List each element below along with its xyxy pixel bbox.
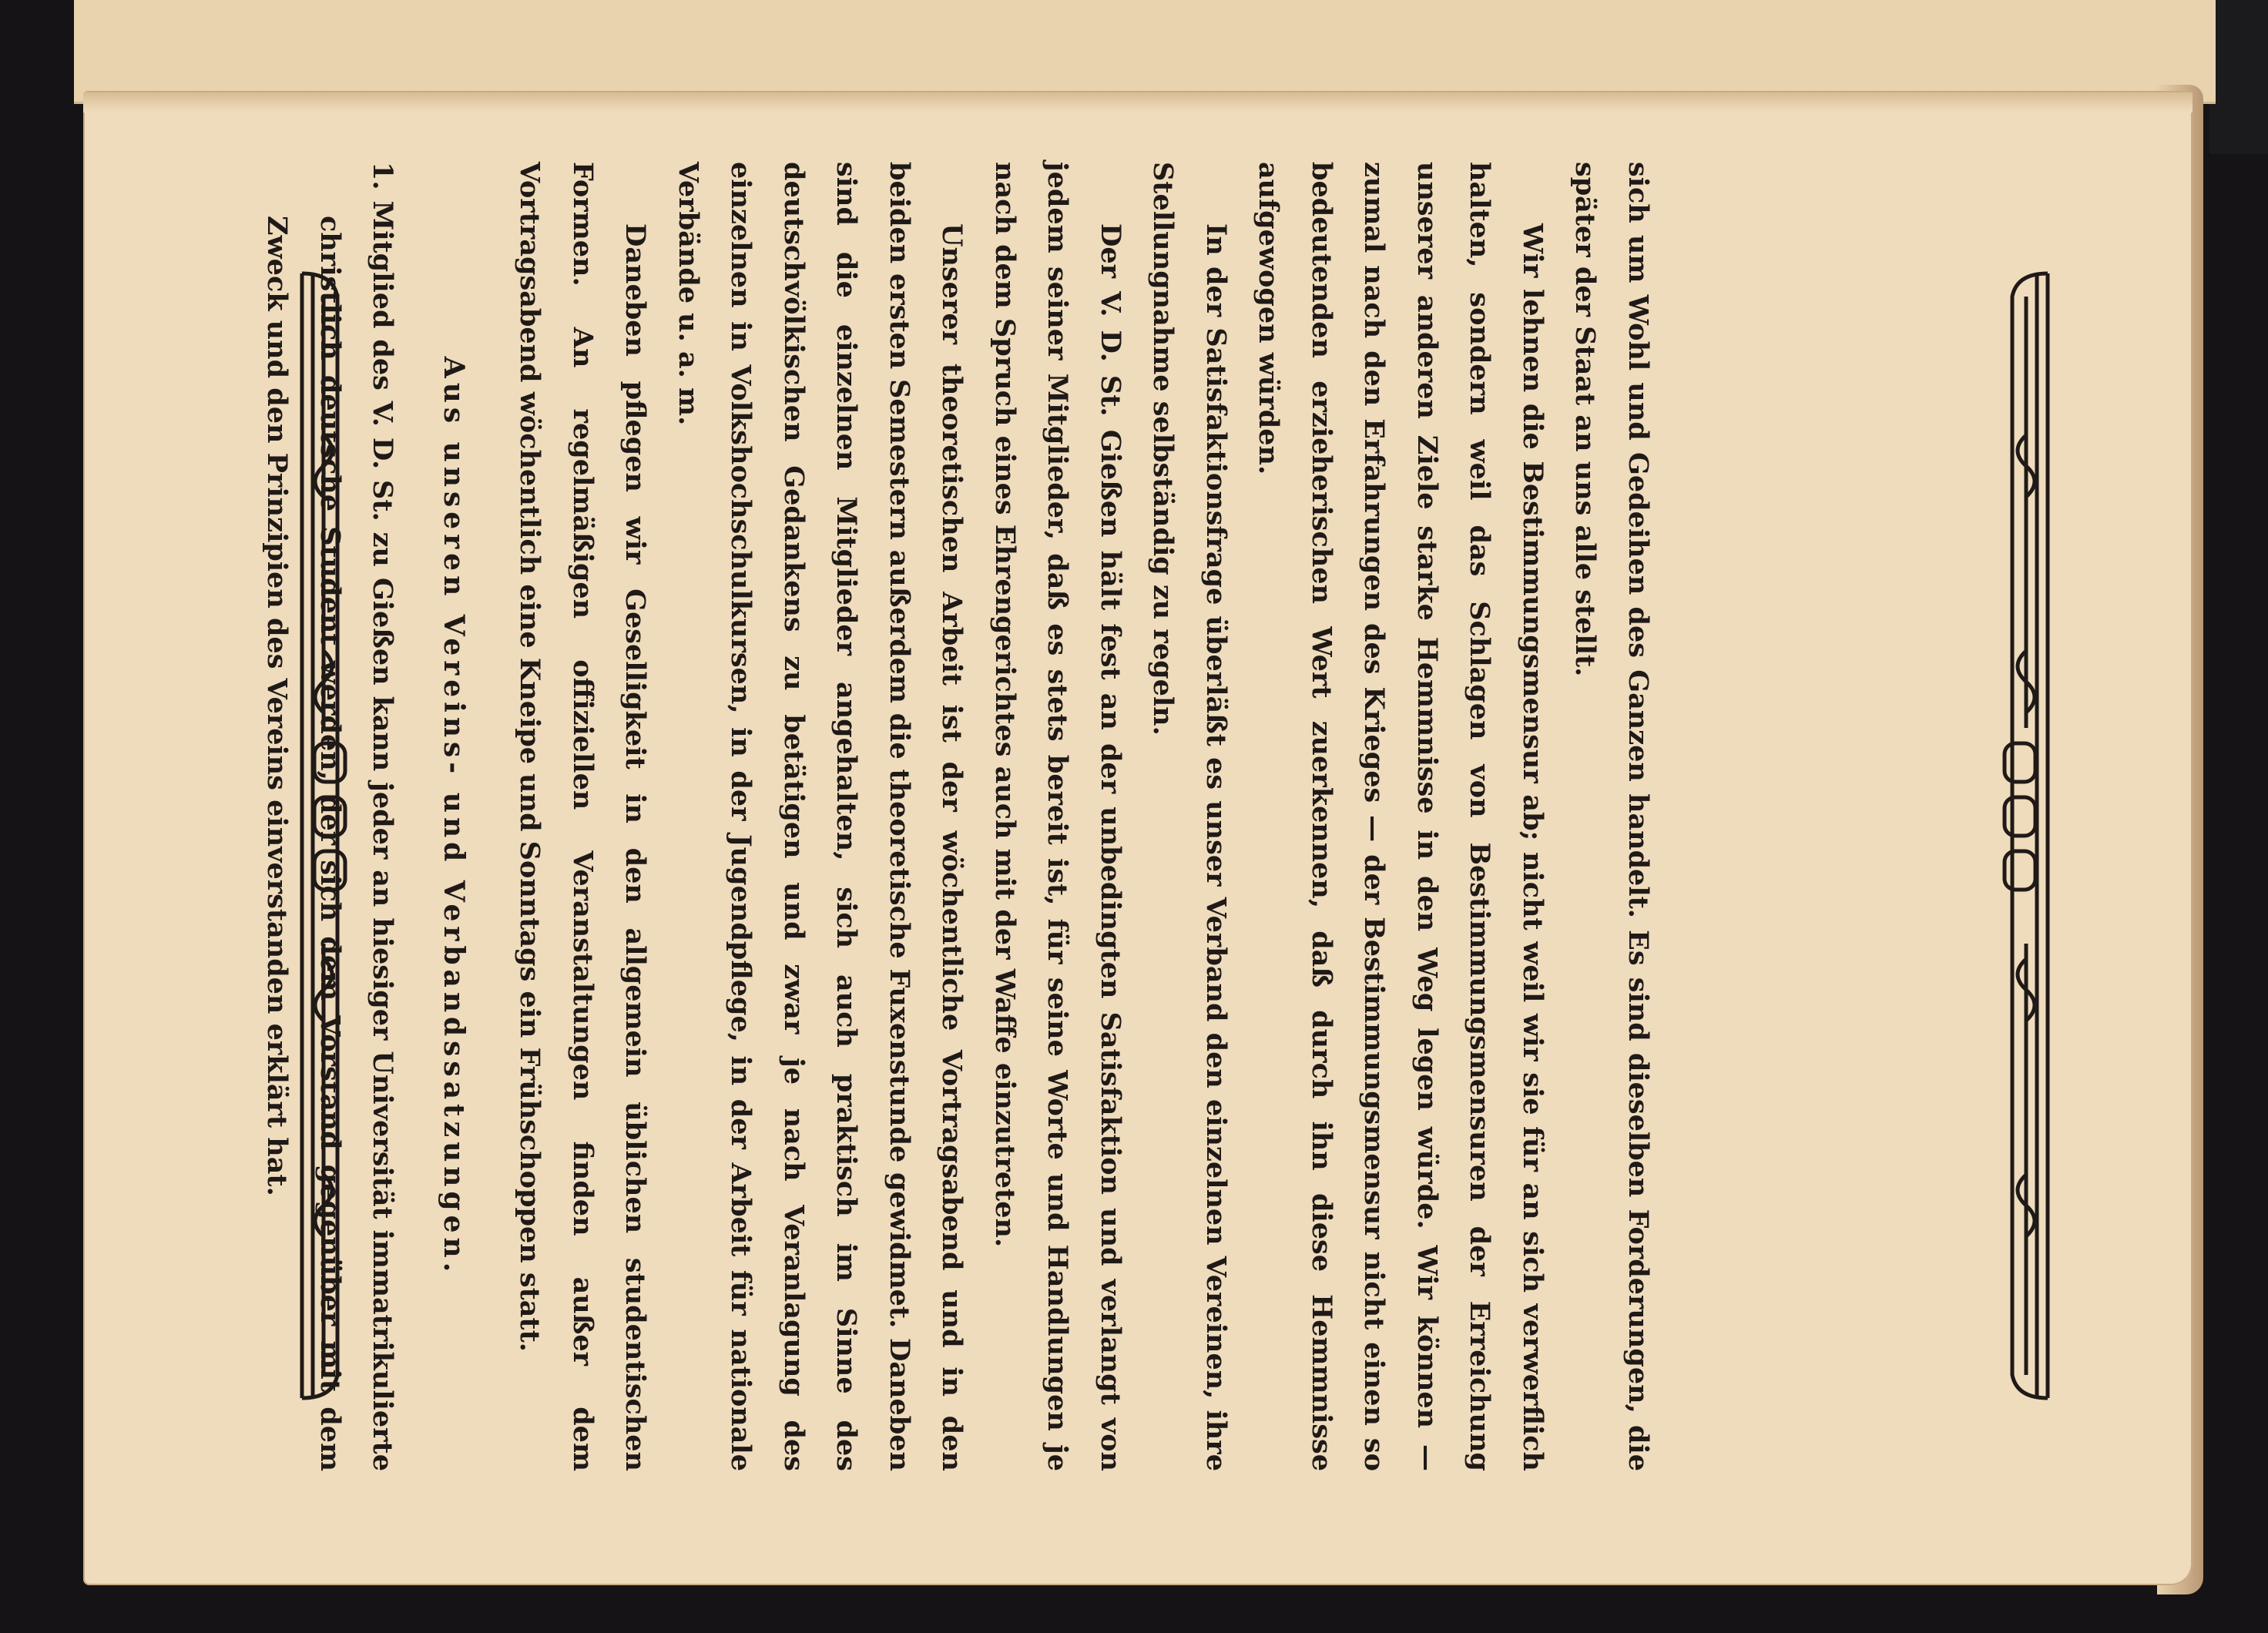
page-text <box>261 162 1664 1471</box>
paragraph: In der Satisfaktionsfrage überläßt es unser Verband den einzelnen Vereinen, ihre Stellungnahme selbständig zu regeln. <box>1147 162 1232 1471</box>
paragraph: Daneben pflegen wir Geselligkeit in den allgemein üblichen studentischen Formen. An regelmäßigen offiziellen Veranstaltungen finden außer dem Vortragsabend wöchentlich eine Kneipe und Sonntags ein Frühschoppen statt. <box>514 162 652 1471</box>
paragraph: Unserer theoretischen Arbeit ist der wöchentliche Vortragsabend und in den beiden ersten Semestern außerdem die theoretische Fuxenstunde gewidmet. Daneben sind die einzelnen Mitglieder angehalten, sich auch praktisch im Sinne des deutschvölkischen Gedankens zu betätigen und zwar je nach Veranlagung des einzelnen in Volkshochschulkursen, in der Jugendpflege, in der Arbeit für nationale Verbände u. a. m. <box>673 162 968 1471</box>
ornament-right-icon <box>1997 266 2063 1406</box>
ornament-border-right <box>1997 266 2063 1406</box>
page-gutter <box>83 92 2193 112</box>
section-heading: Aus unseren Vereins- und Verbandssatzungen. <box>438 356 470 1277</box>
paragraph: Wir lehnen die Bestimmungsmensur ab; nicht weil wir sie für an sich verwerflich halten, sondern weil das Schlagen von Bestimmungsmensuren der Erreichung unserer anderen Ziele starke Hemmnisse in den Weg legen würde. Wir können — zumal nach den Erfahrungen des Krieges — der Bestimmungsmensur nicht einen so bedeutenden erzieherischen Wert zuerkennen, daß durch ihn diese Hemmnisse aufgewogen würden. <box>1253 162 1548 1471</box>
paragraph: sich um Wohl und Gedeihen des Ganzen handelt. Es sind dieselben Forderungen, die später der Staat an uns alle stellt. <box>1569 162 1654 1471</box>
book-cover-edge <box>2209 0 2268 154</box>
previous-page-edge <box>74 0 2216 104</box>
paragraph: Der V. D. St. Gießen hält fest an der unbedingten Satisfaktion und verlangt von jedem seiner Mitglieder, daß es stets bereit ist, für seine Worte und Handlungen je nach dem Spruch eines Ehrengerichtes auch mit der Waffe einzutreten. <box>989 162 1126 1471</box>
list-item: 1. Mitglied des V. D. St. zu Gießen kann jeder an hiesiger Universität immatrikulierte christlich deutsche Student werden, der sich dem Vorstand gegenüber mit dem Zweck und den Prinzipien des Vereins einverstanden erklärt hat. <box>261 162 399 1471</box>
